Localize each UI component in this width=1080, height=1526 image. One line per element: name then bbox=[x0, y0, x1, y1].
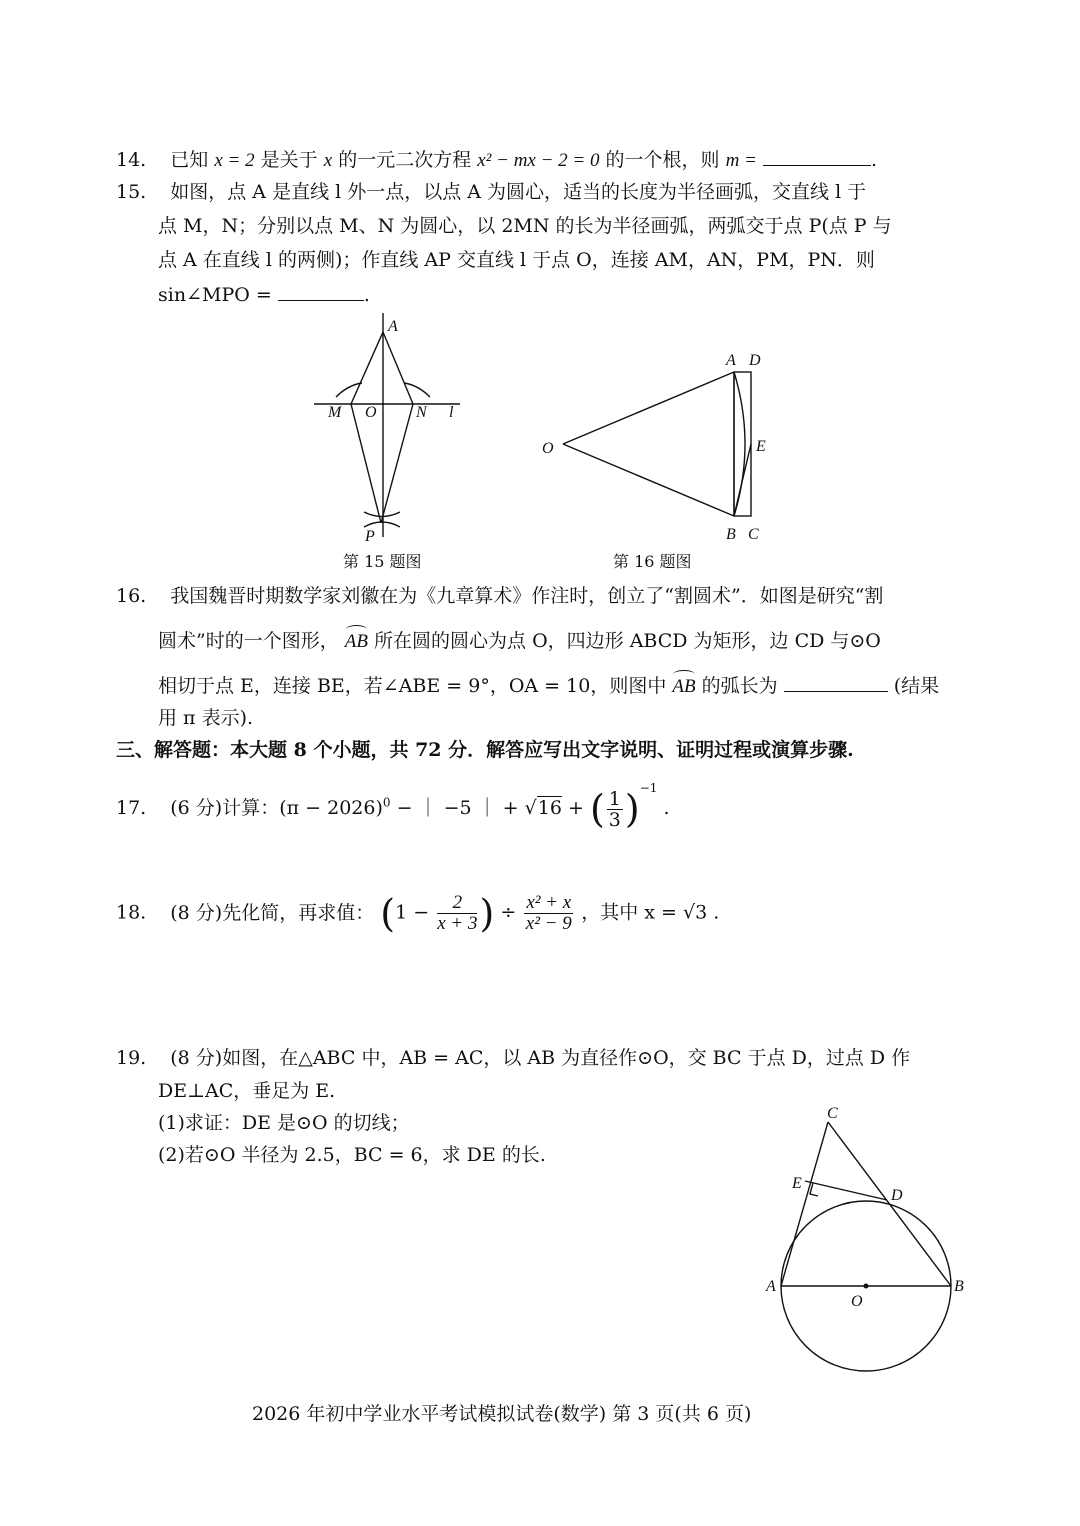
arc-ab-symbol: AB bbox=[672, 676, 696, 697]
label-e: E bbox=[792, 1175, 802, 1192]
fraction: $\frac{2}{x + 3}$ bbox=[437, 892, 478, 934]
figure-16 bbox=[530, 345, 770, 545]
label-p: P bbox=[365, 528, 375, 545]
question-14: 14. 已知 x = 2 是关于 x 的一元二次方程 x² − mx − 2 = 0 的一个根，则 m = . bbox=[116, 149, 877, 171]
question-number: 17. bbox=[116, 797, 147, 819]
line-ob bbox=[563, 444, 734, 516]
question-number: 19. bbox=[116, 1047, 147, 1069]
line-oa bbox=[563, 372, 734, 444]
answer-blank[interactable] bbox=[278, 282, 364, 301]
question-number: 14. bbox=[116, 149, 147, 171]
rectangle-abcd bbox=[734, 372, 751, 516]
answer-blank[interactable] bbox=[784, 673, 888, 692]
question-number: 18. bbox=[116, 901, 147, 924]
section-heading: 三、解答题：本大题 8 个小题，共 72 分．解答应写出文字说明、证明过程或演算步骤. bbox=[116, 739, 854, 761]
question-17: 17. (6 分)计算：$(\pi - 2026)^0$ − ｜ −5 ｜ + √16 + ( $\frac{1}{3}$ )$^{-1}$ . bbox=[116, 781, 670, 831]
label-b: B bbox=[954, 1278, 964, 1295]
figure-15 bbox=[300, 305, 480, 545]
question-number: 15. bbox=[116, 181, 147, 203]
question-18: 18. (8 分)先化简，再求值： (1 − $\frac{2}{x + 3}$ ) ÷ $\frac{\text{x² + x}}{\text{x² − 9}}$ ，其中 x = √3 . bbox=[116, 891, 720, 936]
label-o: O bbox=[851, 1293, 863, 1310]
label-a: A bbox=[388, 318, 398, 335]
label-a: A bbox=[726, 352, 736, 369]
figure-19 bbox=[755, 1100, 980, 1385]
label-m: M bbox=[328, 404, 342, 421]
label-o: O bbox=[542, 440, 554, 457]
side-bc bbox=[828, 1122, 951, 1286]
label-o: O bbox=[365, 404, 377, 421]
sub-question-1: (1)求证：DE 是⊙O 的切线； bbox=[158, 1112, 410, 1134]
equation: x² − mx − 2 = 0 bbox=[477, 150, 600, 171]
line-be bbox=[734, 444, 751, 516]
label-b: B bbox=[726, 526, 736, 543]
label-c: C bbox=[748, 526, 759, 543]
label-l: l bbox=[449, 404, 454, 421]
question-number: 16. bbox=[116, 585, 147, 607]
arc-ab-symbol: AB bbox=[344, 631, 368, 652]
answer-blank[interactable] bbox=[763, 147, 871, 166]
label-a: A bbox=[766, 1278, 776, 1295]
label-e: E bbox=[756, 438, 766, 455]
side-ac bbox=[781, 1122, 828, 1286]
label-d: D bbox=[891, 1187, 903, 1204]
right-angle-mark bbox=[810, 1183, 818, 1196]
label-d: D bbox=[749, 352, 761, 369]
sub-question-2: (2)若⊙O 半径为 2.5，BC = 6，求 DE 的长. bbox=[158, 1144, 546, 1166]
center-point bbox=[864, 1284, 869, 1289]
figure-16-caption: 第 16 题图 bbox=[613, 552, 692, 571]
label-n: N bbox=[416, 404, 427, 421]
arc-m bbox=[336, 383, 362, 397]
label-c: C bbox=[827, 1105, 838, 1122]
page-footer: 2026 年初中学业水平考试模拟试卷(数学) 第 3 页(共 6 页) bbox=[252, 1403, 752, 1425]
figure-15-caption: 第 15 题图 bbox=[343, 552, 422, 571]
fraction: $\frac{1}{3}$ bbox=[608, 787, 621, 831]
fraction: $\frac{\text{x² + x}}{\text{x² − 9}}$ bbox=[525, 892, 572, 934]
